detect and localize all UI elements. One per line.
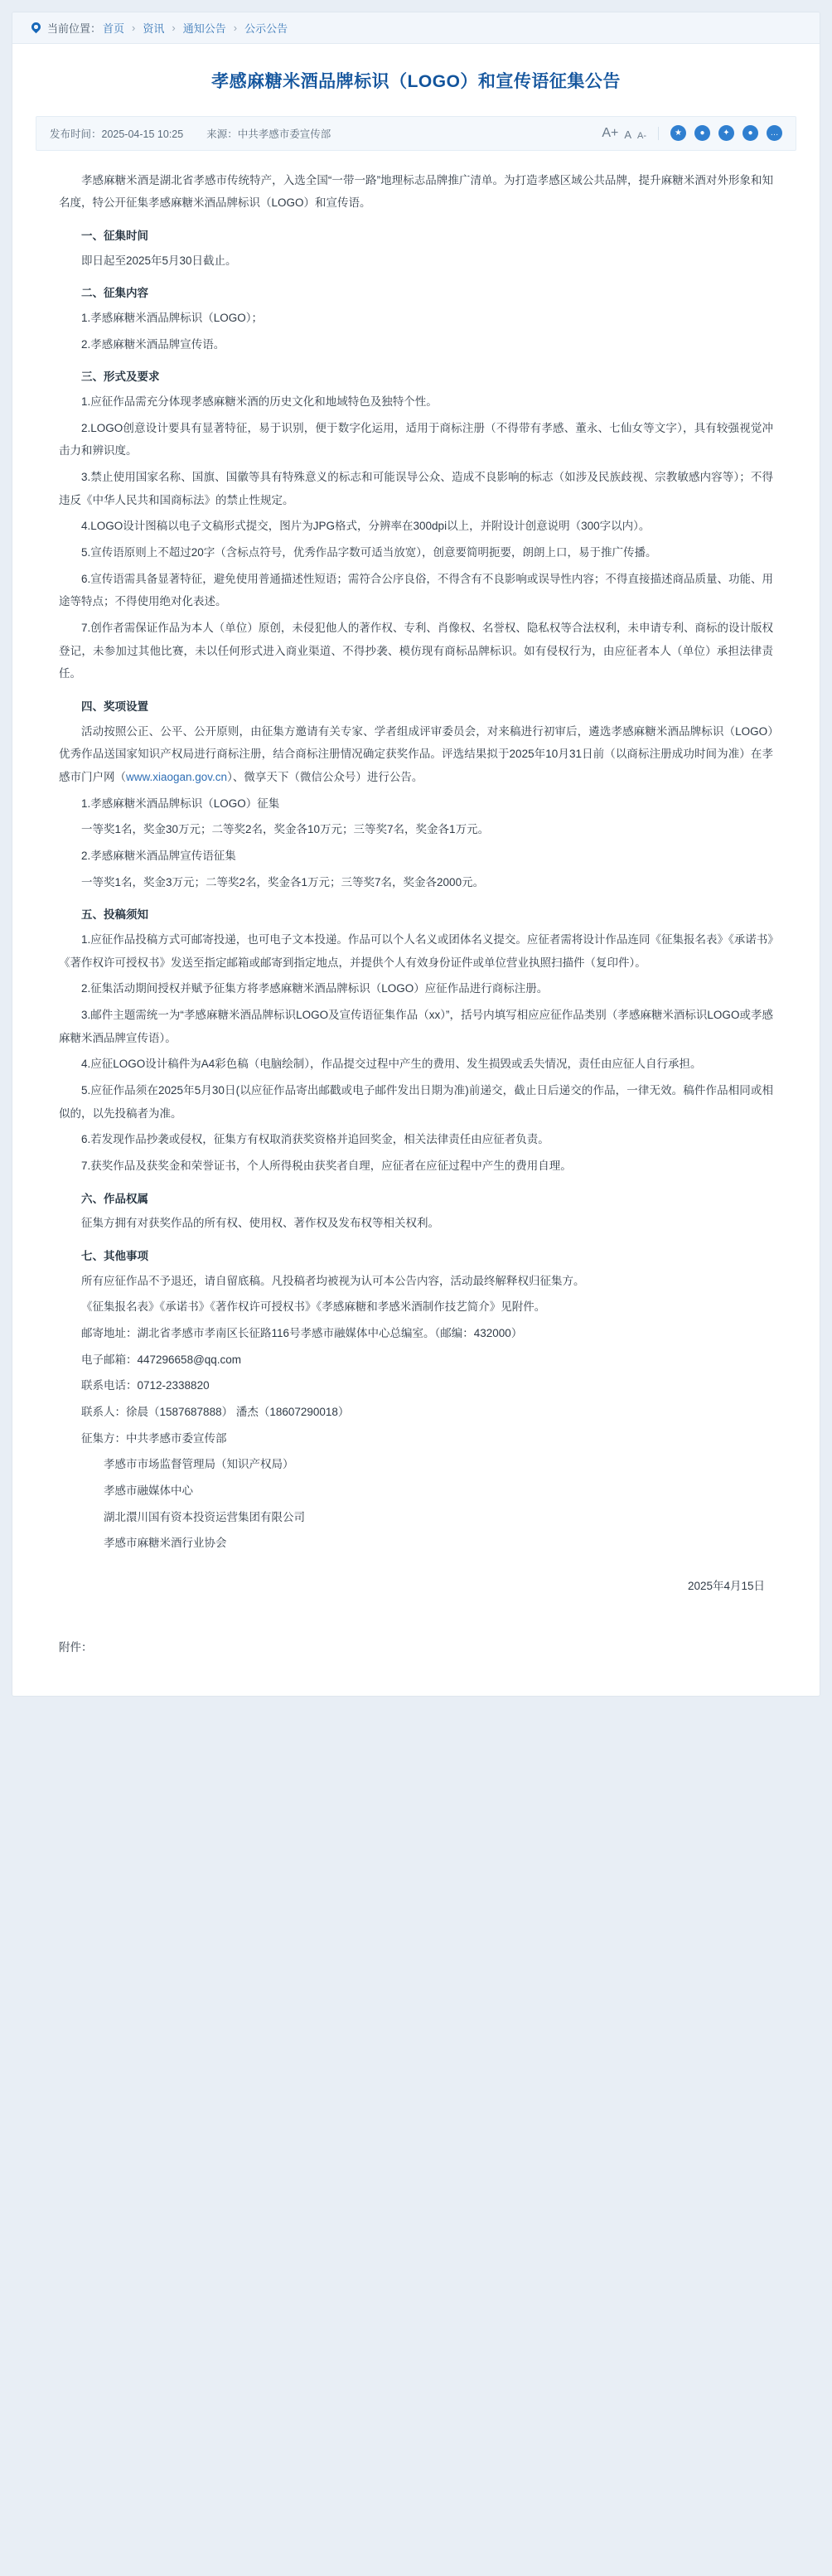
paragraph-3-1: 1.应征作品需充分体现孝感麻糖米酒的历史文化和地域特色及独特个性。 xyxy=(81,395,438,408)
paragraph-3-2: 2.LOGO创意设计要具有显著特征，易于识别，便于数字化运用，适用于商标注册（不得带有孝感、董永、七仙女等文字），具有较强视觉冲击力和辨识度。 xyxy=(59,421,773,458)
paragraph-7-6: 联系人：徐晨（1587687888） 潘杰（18607290018） xyxy=(81,1406,350,1419)
paragraph-7-8: 孝感市市场监督管理局（知识产权局） xyxy=(104,1458,294,1471)
paragraph-5-3: 3.邮件主题需统一为“孝感麻糖米酒品牌标识LOGO及宣传语征集作品（xx）”，括号内填写相应应征作品类别（孝感麻糖米酒标识LOGO或孝感麻糖米酒品牌宣传语）。 xyxy=(59,1009,773,1044)
star-icon[interactable]: ✦ xyxy=(718,125,734,141)
font-size-controls xyxy=(602,126,646,141)
breadcrumb-item-news[interactable]: 资讯 xyxy=(143,22,165,35)
breadcrumb-separator-1: › xyxy=(132,22,136,34)
bell-icon[interactable]: ★ xyxy=(670,125,686,141)
page-title: 孝感麻糖米酒品牌标识（LOGO）和宣传语征集公告 xyxy=(211,72,621,91)
paragraph-4-5: 一等奖1名，奖金3万元；二等奖2名，奖金各1万元；三等奖7名，奖金各2000元。 xyxy=(81,875,485,889)
heading-section-2: 二、征集内容 xyxy=(81,287,148,300)
paragraph-7-5: 联系电话：0712-2338820 xyxy=(81,1379,210,1392)
breadcrumb-separator-2: › xyxy=(172,22,176,34)
breadcrumb-item-notice[interactable]: 通知公告 xyxy=(182,22,226,35)
breadcrumb-separator-3: › xyxy=(233,22,238,34)
paragraph-4-1-tail: ）、微享天下（微信公众号）进行公告。 xyxy=(227,771,423,783)
heading-section-4: 四、奖项设置 xyxy=(81,700,148,713)
more-icon[interactable]: … xyxy=(767,125,782,141)
weibo-icon[interactable]: ● xyxy=(743,125,758,141)
paragraph-5-2: 2.征集活动期间授权并赋予征集方将孝感麻糖米酒品牌标识（LOGO）应征作品进行商标注册。 xyxy=(81,982,549,995)
paragraph-5-1: 1.应征作品投稿方式可邮寄投递，也可电子文本投递。作品可以个人名义或团体名义提交。应征者需将设计作品连同《征集报名表》《承诺书》《著作权许可授权书》发送至指定邮箱或邮寄到指定地点，并提供个人有效身份证件或单位营业执照扫描件（复印件）。 xyxy=(59,933,773,969)
article-meta-bar xyxy=(36,116,796,151)
paragraph-1-1: 即日起至2025年5月30日截止。 xyxy=(81,254,237,267)
paragraph-5-7: 7.获奖作品及获奖金和荣誉证书，个人所得税由获奖者自理，应征者在应征过程中产生的费用自理。 xyxy=(81,1160,572,1173)
paragraph-3-5: 5.宣传语原则上不超过20字（含标点符号，优秀作品字数可适当放宽），创意要简明扼要，朗朗上口，易于推广传播。 xyxy=(81,545,657,559)
paragraph-3-3: 3.禁止使用国家名称、国旗、国徽等具有特殊意义的标志和可能误导公众、造成不良影响的标志（如涉及民族歧视、宗教敏感内容等）；不得违反《中华人民共和国商标法》的禁止性规定。 xyxy=(59,470,773,506)
article-body xyxy=(12,151,820,1696)
heading-section-5: 五、投稿须知 xyxy=(81,908,148,922)
breadcrumb-item-home[interactable]: 首页 xyxy=(103,22,125,35)
paragraph-5-4: 4.应征LOGO设计稿件为A4彩色稿（电脑绘制），作品提交过程中产生的费用、发生损毁或丢失情况，责任由应征人自行承担。 xyxy=(81,1058,702,1071)
heading-section-6: 六、作品权属 xyxy=(81,1192,148,1205)
font-size-decrease-button[interactable]: A- xyxy=(637,130,646,141)
paragraph-2-2: 2.孝感麻糖米酒品牌宣传语。 xyxy=(81,337,225,351)
paragraph-7-3: 邮寄地址：湖北省孝感市孝南区长征路116号孝感市融媒体中心总编室。（邮编：432000） xyxy=(81,1327,523,1340)
breadcrumb-label: 当前位置： xyxy=(47,22,102,35)
wechat-icon[interactable]: ● xyxy=(694,125,710,141)
paragraph-4-4: 2.孝感麻糖米酒品牌宣传语征集 xyxy=(81,850,236,863)
font-size-default-button[interactable]: A xyxy=(624,128,631,141)
paragraph-4-1: 活动按照公正、公平、公开原则，由征集方邀请有关专家、学者组成评审委员会，对来稿进行初审后，遴选孝感麻糖米酒品牌标识（LOGO）优秀作品送国家知识产权局进行商标注册，结合商标注册情况确定获奖作品。评选结果拟于2025年10月31日前（以商标注册成功时间为准）在孝感市门户网（www.xiaogan.gov.cn）、微享天下（微信公众号）进行公告。 xyxy=(59,724,773,783)
paragraph-7-2: 《征集报名表》《承诺书》《著作权许可授权书》《孝感麻糖和孝感米酒制作技艺简介》见附件。 xyxy=(81,1300,546,1314)
attachment-label: 附件： xyxy=(59,1640,93,1654)
paragraph-7-11: 孝感市麻糖米酒行业协会 xyxy=(104,1537,227,1550)
title-block xyxy=(12,44,820,111)
paragraph-7-1: 所有应征作品不予退还，请自留底稿。凡投稿者均被视为认可本公告内容，活动最终解释权归征集方。 xyxy=(81,1274,585,1287)
paragraph-4-2: 1.孝感麻糖米酒品牌标识（LOGO）征集 xyxy=(81,797,280,810)
signature-date: 2025年4月15日 xyxy=(687,1580,765,1593)
article-page xyxy=(12,12,820,1697)
paragraph-3-6: 6.宣传语需具备显著特征，避免使用普通描述性短语；需符合公序良俗，不得含有不良影响或误导性内容；不得直接描述商品质量、功能、用途等特点；不得使用绝对化表述。 xyxy=(59,572,773,608)
paragraph-7-7: 征集方：中共孝感市委宣传部 xyxy=(81,1431,227,1445)
paragraph-7-4: 电子邮箱：447296658@qq.com xyxy=(81,1353,242,1366)
font-size-increase-button[interactable]: A+ xyxy=(602,125,619,140)
paragraph-intro: 孝感麻糖米酒是湖北省孝感市传统特产，入选全国“一带一路”地理标志品牌推广清单。为打造孝感区域公共品牌，提升麻糖米酒对外形象和知名度，特公开征集孝感麻糖米酒品牌标识（LOGO）和宣传语。 xyxy=(59,173,773,210)
gov-website-link[interactable]: www.xiaogan.gov.cn xyxy=(126,771,228,783)
paragraph-4-3: 一等奖1名，奖金30万元；二等奖2名，奖金各10万元；三等奖7名，奖金各1万元。 xyxy=(81,823,490,836)
heading-section-7: 七、其他事项 xyxy=(81,1250,148,1263)
breadcrumb xyxy=(12,12,820,44)
meta-left-group xyxy=(50,126,331,141)
breadcrumb-item-announcement[interactable]: 公示公告 xyxy=(244,22,288,35)
paragraph-4-1-text: 活动按照公正、公平、公开原则，由征集方邀请有关专家、学者组成评审委员会，对来稿进行初审后，遴选孝感麻糖米酒品牌标识（LOGO）优秀作品送国家知识产权局进行商标注册，结合商标注册情况确定获奖作品。评选结果拟于2025年10月31日前（以商标注册成功时间为准）在孝感市门户网 xyxy=(59,724,773,783)
source-label: 来源：中共孝感市委宣传部 xyxy=(206,128,331,140)
paragraph-5-5: 5.应征作品须在2025年5月30日(以应征作品寄出邮戳或电子邮件发出日期为准)前递交，截止日后递交的作品，一律无效。稿件作品相同或相似的，以先投稿者为准。 xyxy=(59,1084,773,1120)
publish-time: 发布时间：2025-04-15 10:25 xyxy=(50,128,184,140)
paragraph-2-1: 1.孝感麻糖米酒品牌标识（LOGO）； xyxy=(81,311,264,324)
heading-section-1: 一、征集时间 xyxy=(81,229,148,242)
divider xyxy=(658,127,659,140)
paragraph-3-7: 7.创作者需保证作品为本人（单位）原创，未侵犯他人的著作权、专利、肖像权、名誉权、隐私权等合法权利，未申请专利、商标的设计版权登记，未参加过其他比赛，未以任何形式进入商业渠道、不得抄袭、模仿现有商标品牌标识。如有侵权行为，由应征者本人（单位）承担法律责任。 xyxy=(59,621,773,680)
paragraph-6-1: 征集方拥有对获奖作品的所有权、使用权、著作权及发布权等相关权利。 xyxy=(81,1217,439,1230)
meta-right-group xyxy=(602,125,782,141)
paragraph-7-9: 孝感市融媒体中心 xyxy=(104,1484,193,1498)
paragraph-3-4: 4.LOGO设计图稿以电子文稿形式提交，图片为JPG格式，分辨率在300dpi以上，并附设计创意说明（300字以内）。 xyxy=(81,520,651,533)
paragraph-5-6: 6.若发现作品抄袭或侵权，征集方有权取消获奖资格并追回奖金，相关法律责任由应征者负责。 xyxy=(81,1133,549,1146)
heading-section-3: 三、形式及要求 xyxy=(81,370,160,384)
location-pin-icon xyxy=(31,22,41,33)
paragraph-7-10: 湖北澴川国有资本投资运营集团有限公司 xyxy=(104,1510,305,1523)
